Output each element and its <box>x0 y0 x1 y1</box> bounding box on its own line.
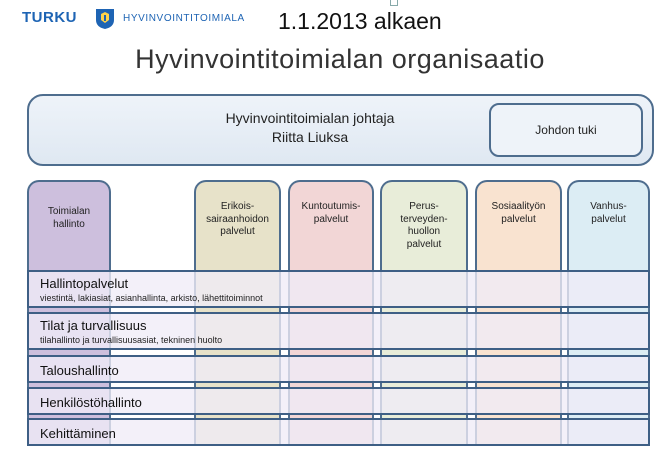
row-kehittaminen <box>27 418 650 446</box>
date-title: 1.1.2013 alkaen <box>278 8 442 34</box>
director-title: Hyvinvointitoimialan johtaja <box>225 110 395 126</box>
column-label: Perus- terveyden- huollon palvelut <box>400 201 448 250</box>
row-title: Hallintopalvelut <box>40 276 129 291</box>
row-title: Henkilöstöhallinto <box>40 395 142 410</box>
slide-marker <box>390 0 398 6</box>
row-title: Taloushallinto <box>40 363 119 378</box>
director-name: Riitta Liuksa <box>271 129 349 145</box>
row-henkilostohallinto <box>27 387 650 415</box>
row-subtitle: viestintä, lakiasiat, asianhallinta, arkisto, lähettitoiminnot <box>40 293 263 303</box>
support-box <box>489 103 643 157</box>
column-label: Sosiaalityön palvelut <box>491 201 546 225</box>
row-title: Kehittäminen <box>40 426 116 441</box>
row-tilat-ja-turvallisuus <box>27 312 650 350</box>
column-label: Toimialan hallinto <box>47 206 91 230</box>
row-title: Tilat ja turvallisuus <box>40 318 147 333</box>
row-subtitle: tilahallinto ja turvallisuusasiat, tekninen huolto <box>40 335 223 345</box>
row-taloushallinto <box>27 355 650 383</box>
page-title: Hyvinvointitoimialan organisaatio <box>135 44 545 74</box>
row-hallintopalvelut <box>27 270 650 308</box>
turku-crest-icon <box>95 8 115 30</box>
logo-subtitle: HYVINVOINTITOIMIALA <box>123 13 245 24</box>
column-label: Kuntoutumis- palvelut <box>301 201 361 225</box>
support-label: Johdon tuki <box>535 123 597 137</box>
column-label: Erikois- sairaanhoidon palvelut <box>206 201 269 237</box>
logo-text: TURKU <box>22 9 77 26</box>
column-label: Vanhus- palvelut <box>590 201 627 225</box>
